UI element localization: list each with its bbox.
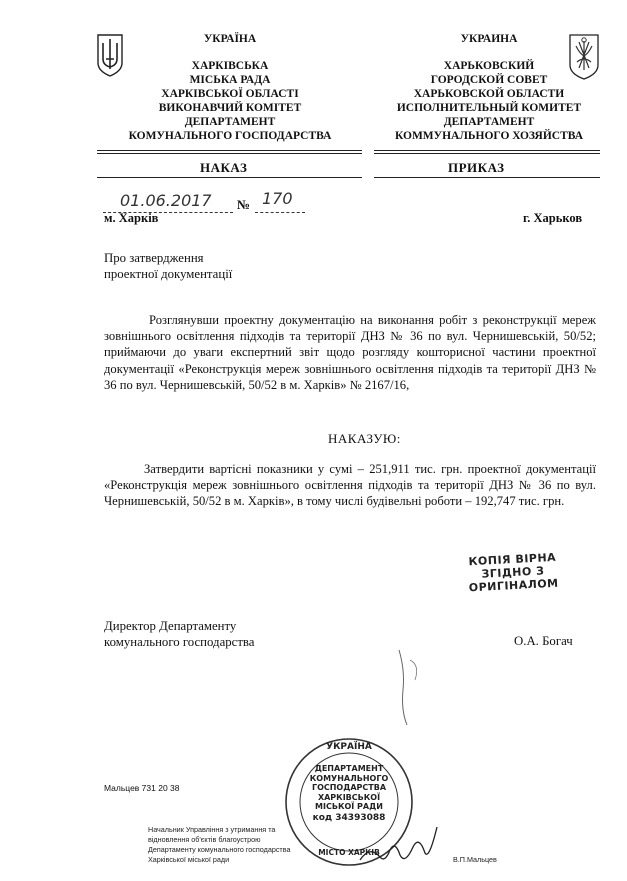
doc-type-right: ПРИКАЗ <box>448 160 505 175</box>
copy-stamp-line: КОПІЯ ВІРНА <box>468 550 557 569</box>
footer-sign-name: В.П.Мальцев <box>453 855 497 864</box>
doc-type-rule-right <box>374 177 600 178</box>
seal-line: ДЕПАРТАМЕНТ <box>314 764 384 773</box>
signer-title <box>104 618 254 650</box>
executor-contact: Мальцев 731 20 38 <box>104 783 180 793</box>
seal-line: ГОСПОДАРСТВА <box>311 783 387 792</box>
document-number: 170 <box>262 189 293 208</box>
subject-line: проектної документації <box>104 267 233 281</box>
header-rule-left <box>97 150 362 151</box>
header-left-line: УКРАЇНА <box>203 33 257 45</box>
seal-line: КОМУНАЛЬНОГО <box>309 773 389 783</box>
footer-note <box>148 825 290 865</box>
seal-line: МІСЬКОЇ РАДИ <box>315 802 383 811</box>
number-label: № <box>237 197 251 212</box>
header-rule-left-2 <box>97 153 362 154</box>
order-word: НАКАЗУЮ: <box>328 431 401 446</box>
signature-scribble <box>385 640 445 730</box>
header-right-line: ГОРОДСКОЙ СОВЕТ <box>430 74 548 86</box>
header-left-line: КОМУНАЛЬНОГО ГОСПОДАРСТВА <box>128 130 332 142</box>
subject <box>104 250 232 282</box>
footer-note-line: Начальник Управління з утримання та <box>148 825 276 834</box>
header-right-line: ХАРЬКОВСКИЙ <box>443 60 535 72</box>
paragraph-considering: Розглянувши проектну документацію на виконання робіт з реконструкції мереж зовнішнього освітлення підходів та території ДНЗ № 36 по вул. Чернишевській, 50/52; приймаючи до уваги експертний звіт щодо розгляду кошторисної частини проектної документації «Реконструкція мереж зовнішнього освітлення підходів та території ДНЗ № 36 по вул. Чернишевській, 50/52 в м. Харків» № 2167/16, <box>104 313 596 392</box>
header-left-line: ХАРКІВСЬКА <box>191 60 269 72</box>
doc-type-left: НАКАЗ <box>200 160 248 175</box>
header-right-line: УКРАИНА <box>460 33 518 45</box>
city-left: м. Харків <box>104 211 159 225</box>
subject-line: Про затвердження <box>104 251 204 265</box>
number-underline <box>255 212 305 213</box>
footer-note-line: Харківської міської ради <box>148 855 230 864</box>
seal-line: ХАРКІВСЬКОЇ <box>317 792 381 802</box>
header-right-line: ХАРЬКОВСКОЙ ОБЛАСТИ <box>413 88 565 100</box>
header-left-line: ДЕПАРТАМЕНТ <box>184 116 276 128</box>
doc-type-rule-left <box>97 177 362 178</box>
footer-note-line: Департаменту комунального господарства <box>148 845 291 854</box>
seal-bottom-text: МІСТО ХАРКІВ <box>318 848 380 857</box>
header-rule-right-2 <box>374 153 600 154</box>
header-right-line: КОММУНАЛЬНОГО ХОЗЯЙСТВА <box>394 130 584 142</box>
copy-stamp-line: ЗГІДНО З <box>481 564 545 581</box>
copy-true-stamp <box>457 550 569 595</box>
document-date: 01.06.2017 <box>120 191 212 210</box>
header-rule-right <box>374 150 600 151</box>
header-right <box>374 32 604 143</box>
header-left-line: ВИКОНАВЧИЙ КОМІТЕТ <box>158 102 302 114</box>
footer-signature-scribble <box>355 815 445 870</box>
header-right-line: ДЕПАРТАМЕНТ <box>443 116 535 128</box>
header-left-line: ХАРКІВСЬКОЇ ОБЛАСТІ <box>161 88 299 100</box>
header-left-line: МІСЬКА РАДА <box>189 74 271 86</box>
seal-top-text: УКРАЇНА <box>326 742 372 752</box>
copy-stamp-line: ОРИГІНАЛОМ <box>468 576 559 595</box>
city-right: г. Харьков <box>523 211 583 225</box>
paragraph-approve: Затвердити вартісні показники у сумі – 251,911 тис. грн. проектної документації «Реконструкція мереж зовнішнього освітлення підходів та території ДНЗ № 36 по вул. Чернишевській, 50/52 в м. Харків», в тому числі будівельні роботи – 192,747 тис. грн. <box>104 462 596 509</box>
signer-title-line: Директор Департаменту <box>104 619 237 633</box>
seal-code: код 34393088 <box>312 812 386 823</box>
signer-name: О.А. Богач <box>514 634 573 648</box>
signer-title-line: комунального господарства <box>104 635 255 649</box>
footer-note-line: відновлення об'єктів благоустрою <box>148 835 261 844</box>
header-right-line: ИСПОЛНИТЕЛЬНЫЙ КОМИТЕТ <box>396 102 582 114</box>
header-left <box>120 32 340 143</box>
